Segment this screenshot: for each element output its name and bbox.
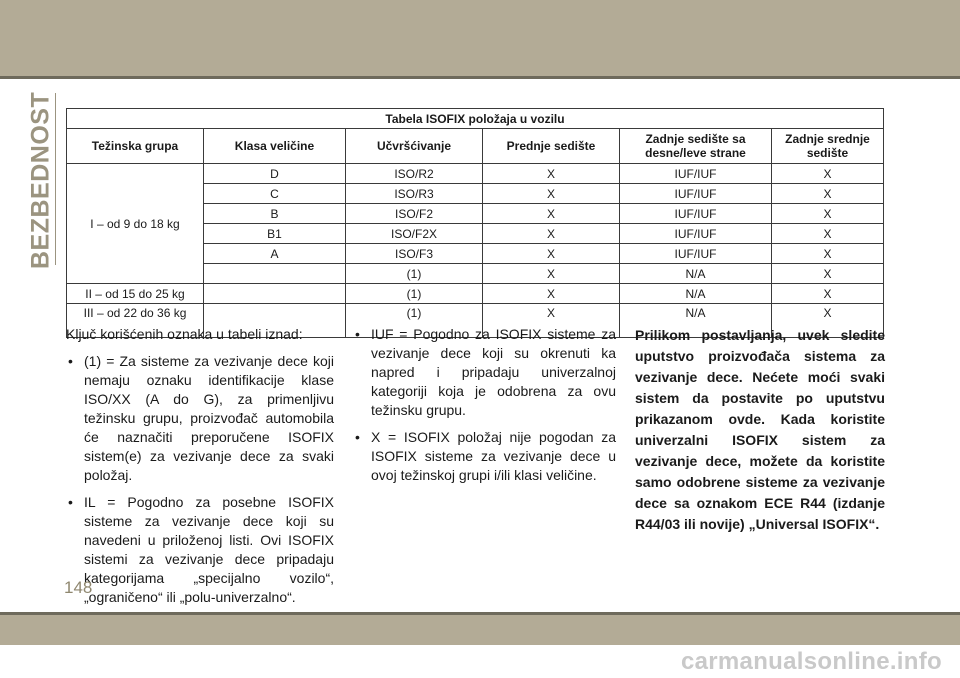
table-cell: X <box>772 184 884 204</box>
table-cell <box>204 284 346 304</box>
table-cell: IUF/IUF <box>620 164 772 184</box>
bullet-marker: • <box>68 353 73 369</box>
key-intro: Ključ korišćenih oznaka u tabeli iznad: <box>66 326 303 342</box>
table-cell: A <box>204 244 346 264</box>
cell-weight-group-1: I – od 9 do 18 kg <box>67 164 204 284</box>
table-cell: ISO/F2X <box>346 224 483 244</box>
bullet-marker: • <box>355 326 360 342</box>
table-cell: X <box>483 184 620 204</box>
section-title: BEZBEDNOST <box>26 91 55 269</box>
table-cell: N/A <box>620 284 772 304</box>
table-cell: X <box>483 264 620 284</box>
table-cell: IUF/IUF <box>620 244 772 264</box>
table-cell: X <box>483 164 620 184</box>
table-cell: ISO/R2 <box>346 164 483 184</box>
table-cell: X <box>483 244 620 264</box>
table-cell: X <box>772 284 884 304</box>
table-row <box>67 284 884 304</box>
section-divider <box>55 93 56 265</box>
table-cell: C <box>204 184 346 204</box>
table-header-row <box>67 129 884 164</box>
table-cell: X <box>772 304 884 338</box>
header-rear-side-seat: Zadnje sedište sa desne/leve strane <box>620 129 772 164</box>
table-cell: X <box>483 304 620 338</box>
key-item-text: (1) = Za sisteme za vezivanje dece koji nemaju oznaku identifikacije klase ISO/XX (A do G), za primenljivu težinsku grupu, proizvođač automobila će naznačiti preporučene ISOFIX sistem(e) za vezivanje dece za svaki položaj. <box>84 353 334 483</box>
table-cell: B <box>204 204 346 224</box>
bullet-marker: • <box>68 494 73 510</box>
isofix-table <box>66 108 884 338</box>
key-column-left <box>66 325 334 615</box>
key-item-iuf <box>353 325 616 420</box>
table-title-row <box>67 109 884 129</box>
table-cell <box>204 264 346 284</box>
key-item-text: X = ISOFIX položaj nije pogodan za ISOFIX sisteme za vezivanje dece u ovoj težinskoj grupi i/ili klasi veličine. <box>371 429 616 483</box>
header-size-class: Klasa veličine <box>204 129 346 164</box>
table-cell: ISO/F3 <box>346 244 483 264</box>
cell-weight-group-3: III – od 22 do 36 kg <box>67 304 204 338</box>
table-cell: X <box>772 264 884 284</box>
header-weight-group: Težinska grupa <box>67 129 204 164</box>
table-cell: X <box>772 204 884 224</box>
key-item-text: IUF = Pogodno za ISOFIX sisteme za vezivanje dece koji su okrenuti ka napred i pripadaju univerzalnoj kategoriji koja je odobrena za ovu težinsku grupu. <box>371 326 616 418</box>
header-band <box>0 0 960 76</box>
header-rule <box>0 76 960 79</box>
warning-text: Prilikom postavljanja, uvek sledite uputstvo proizvođača sistema za vezivanje dece. Nećete moći svaki sistem da postavite po uputstvu prikazanom ovde. Kada koristite univerzalni ISOFIX sistem za vezivanje dece, možete da koristite samo odobrene sisteme za vezivanje dece sa oznakom ECE R44 (izdanje R44/03 ili novije) „Universal ISOFIX“. <box>635 327 885 532</box>
table-cell: X <box>772 164 884 184</box>
key-item-text: IL = Pogodno za posebne ISOFIX sisteme za vezivanje dece koji su navedeni u priloženoj listi. Ovi ISOFIX sistemi za vezivanje dece pripadaju kategorijama „specijalno vozilo“, „ograničeno“ ili „polu-univerzalno“. <box>84 494 334 605</box>
key-item-il <box>66 493 334 607</box>
table-cell: D <box>204 164 346 184</box>
table-cell: X <box>772 244 884 264</box>
key-column-middle <box>353 325 616 493</box>
table-row <box>67 164 884 184</box>
table-cell: (1) <box>346 284 483 304</box>
key-item-1 <box>66 352 334 485</box>
header-rear-center-seat: Zadnje srednje sedište <box>772 129 884 164</box>
header-front-seat: Prednje sedište <box>483 129 620 164</box>
table-cell: ISO/R3 <box>346 184 483 204</box>
footer-band <box>0 615 960 645</box>
key-item-x <box>353 428 616 485</box>
table-cell: IUF/IUF <box>620 184 772 204</box>
table-cell: X <box>483 204 620 224</box>
table-cell: X <box>483 284 620 304</box>
page-number: 148 <box>64 578 93 597</box>
table-title: Tabela ISOFIX položaja u vozilu <box>67 109 884 129</box>
cell-weight-group-2: II – od 15 do 25 kg <box>67 284 204 304</box>
table-cell: IUF/IUF <box>620 224 772 244</box>
table-cell: (1) <box>346 264 483 284</box>
bullet-marker: • <box>355 429 360 445</box>
table-cell: N/A <box>620 264 772 284</box>
table-cell: N/A <box>620 304 772 338</box>
table-cell: (1) <box>346 304 483 338</box>
table-cell: B1 <box>204 224 346 244</box>
table-cell: X <box>483 224 620 244</box>
watermark: carmanualsonline.info <box>680 648 942 675</box>
header-fixture: Učvršćivanje <box>346 129 483 164</box>
table-cell: ISO/F2 <box>346 204 483 224</box>
table-cell: X <box>772 224 884 244</box>
table-cell: IUF/IUF <box>620 204 772 224</box>
